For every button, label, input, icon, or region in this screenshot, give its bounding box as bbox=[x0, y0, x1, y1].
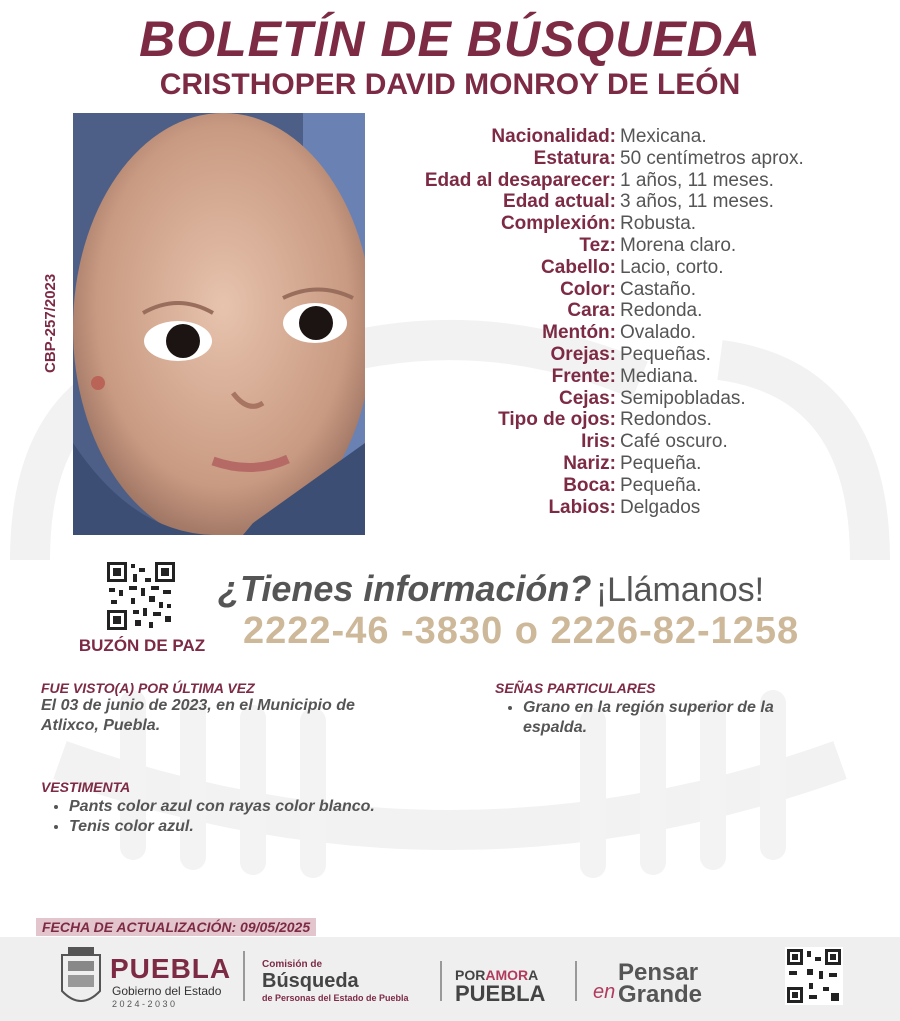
attribute-label: Edad al desaparecer: bbox=[424, 169, 616, 191]
attribute-row bbox=[380, 409, 880, 431]
distinctive-marks-list bbox=[495, 698, 835, 738]
case-number: CBP-257/2023 bbox=[42, 273, 59, 373]
attribute-row bbox=[380, 322, 880, 344]
attribute-label: Orejas: bbox=[550, 343, 616, 365]
puebla2-text: PUEBLA bbox=[455, 981, 546, 1006]
attribute-row bbox=[380, 235, 880, 257]
attribute-label: Iris: bbox=[581, 431, 616, 453]
call-to-action bbox=[218, 568, 898, 610]
list-item: • Grano en la región superior de la espalda. bbox=[523, 698, 835, 738]
attribute-label: Cara: bbox=[567, 300, 616, 322]
attribute-row bbox=[380, 126, 880, 148]
attribute-row bbox=[380, 300, 880, 322]
attribute-label: Color: bbox=[560, 278, 616, 300]
en-text: en bbox=[593, 981, 616, 1003]
clothing-list bbox=[41, 797, 461, 837]
divider bbox=[440, 961, 442, 1001]
call-text: ¡Llámanos! bbox=[595, 571, 765, 609]
attribute-row bbox=[380, 148, 880, 170]
gobierno-text: Gobierno del Estado bbox=[112, 984, 222, 998]
grande-text: Grande bbox=[618, 981, 703, 1008]
attribute-label: Nariz: bbox=[563, 452, 616, 474]
attribute-label: Complexión: bbox=[500, 213, 616, 235]
attribute-row bbox=[380, 279, 880, 301]
attribute-label: Cabello: bbox=[541, 256, 616, 278]
attribute-row bbox=[380, 344, 880, 366]
attribute-row bbox=[380, 453, 880, 475]
last-seen-section bbox=[41, 680, 411, 736]
list-item: • Pants color azul con rayas color blanco. bbox=[69, 797, 461, 817]
list-item: • Tenis color azul. bbox=[69, 817, 461, 837]
attribute-label: Frente: bbox=[551, 365, 616, 387]
attribute-value: Redonda. bbox=[620, 300, 703, 322]
attribute-row bbox=[380, 475, 880, 497]
attribute-row bbox=[380, 170, 880, 192]
clothing-heading: VESTIMENTA bbox=[41, 779, 131, 795]
buzon-label: BUZÓN DE PAZ bbox=[78, 636, 206, 655]
attribute-value: Delgados bbox=[620, 496, 701, 518]
attribute-label: Mentón: bbox=[542, 322, 616, 344]
last-seen-text: El 03 de junio de 2023, en el Municipio de Atlixco, Puebla. bbox=[41, 697, 355, 734]
attribute-label: Edad actual: bbox=[503, 191, 616, 213]
buzon-qr-code-icon[interactable] bbox=[105, 560, 177, 632]
physical-attributes bbox=[380, 126, 880, 518]
footer-qr-code-icon[interactable] bbox=[785, 947, 843, 1005]
attribute-value: Pequeñas. bbox=[620, 343, 711, 365]
attribute-row bbox=[380, 497, 880, 519]
attribute-value: Pequeña. bbox=[620, 452, 702, 474]
comision-small-text: Comisión de bbox=[262, 959, 323, 970]
comision-sub-text: de Personas del Estado de Puebla bbox=[262, 993, 409, 1003]
missing-person-photo bbox=[73, 113, 365, 535]
bulletin-title: BOLETÍN DE BÚSQUEDA bbox=[139, 11, 761, 67]
attribute-label: Nacionalidad: bbox=[491, 126, 616, 147]
attribute-value: Mexicana. bbox=[620, 126, 707, 147]
attribute-value: Robusta. bbox=[620, 213, 697, 235]
attribute-value: Lacio, corto. bbox=[620, 256, 724, 278]
pensar-text: Pensar bbox=[618, 959, 699, 986]
attribute-value: Redondos. bbox=[620, 409, 712, 431]
last-seen-heading: FUE VISTO(A) POR ÚLTIMA VEZ bbox=[41, 680, 255, 696]
case-number-container bbox=[16, 250, 76, 390]
attribute-label: Tipo de ojos: bbox=[498, 409, 616, 431]
attribute-value: 3 años, 11 meses. bbox=[620, 191, 774, 213]
busqueda-text: Búsqueda bbox=[262, 970, 359, 992]
por-text: POR bbox=[455, 967, 486, 983]
years-text: 2 0 2 4 - 2 0 3 0 bbox=[112, 999, 176, 1009]
amor-text: AMOR bbox=[485, 967, 529, 983]
attribute-value: Ovalado. bbox=[620, 322, 697, 344]
puebla-coat-of-arms-icon bbox=[58, 945, 104, 1013]
attribute-label: Cejas: bbox=[558, 387, 616, 409]
attribute-value: Café oscuro. bbox=[620, 431, 728, 453]
clothing-section bbox=[41, 779, 461, 837]
attribute-row bbox=[380, 191, 880, 213]
update-date-badge: FECHA DE ACTUALIZACIÓN: 09/05/2025 bbox=[36, 918, 316, 936]
distinctive-marks-section bbox=[495, 680, 835, 738]
puebla-logo-text: PUEBLA bbox=[110, 953, 232, 984]
attribute-value: Morena claro. bbox=[620, 234, 737, 256]
attribute-label: Tez: bbox=[579, 234, 616, 256]
attribute-value: 1 años, 11 meses. bbox=[620, 169, 774, 191]
missing-person-name: CRISTHOPER DAVID MONROY DE LEÓN bbox=[159, 68, 741, 101]
attribute-row bbox=[380, 257, 880, 279]
attribute-row bbox=[380, 431, 880, 453]
attribute-label: Estatura: bbox=[533, 147, 616, 169]
a-text: A bbox=[528, 967, 539, 983]
divider bbox=[243, 951, 245, 1001]
attribute-row bbox=[380, 213, 880, 235]
attribute-row bbox=[380, 366, 880, 388]
attribute-value: Pequeña. bbox=[620, 474, 702, 496]
attribute-value: 50 centímetros aprox. bbox=[620, 147, 804, 169]
phone-numbers[interactable]: 2222-46 -3830 o 2226-82-1258 bbox=[243, 610, 800, 652]
attribute-label: Labios: bbox=[548, 496, 616, 518]
attribute-value: Semipobladas. bbox=[620, 387, 746, 409]
divider bbox=[575, 961, 577, 1001]
info-question: ¿Tienes información? bbox=[218, 568, 592, 609]
attribute-label: Boca: bbox=[563, 474, 616, 496]
attribute-value: Castaño. bbox=[620, 278, 697, 300]
attribute-value: Mediana. bbox=[620, 365, 699, 387]
distinctive-marks-heading: SEÑAS PARTICULARES bbox=[495, 680, 656, 696]
attribute-row bbox=[380, 388, 880, 410]
footer-logos bbox=[0, 937, 900, 1021]
